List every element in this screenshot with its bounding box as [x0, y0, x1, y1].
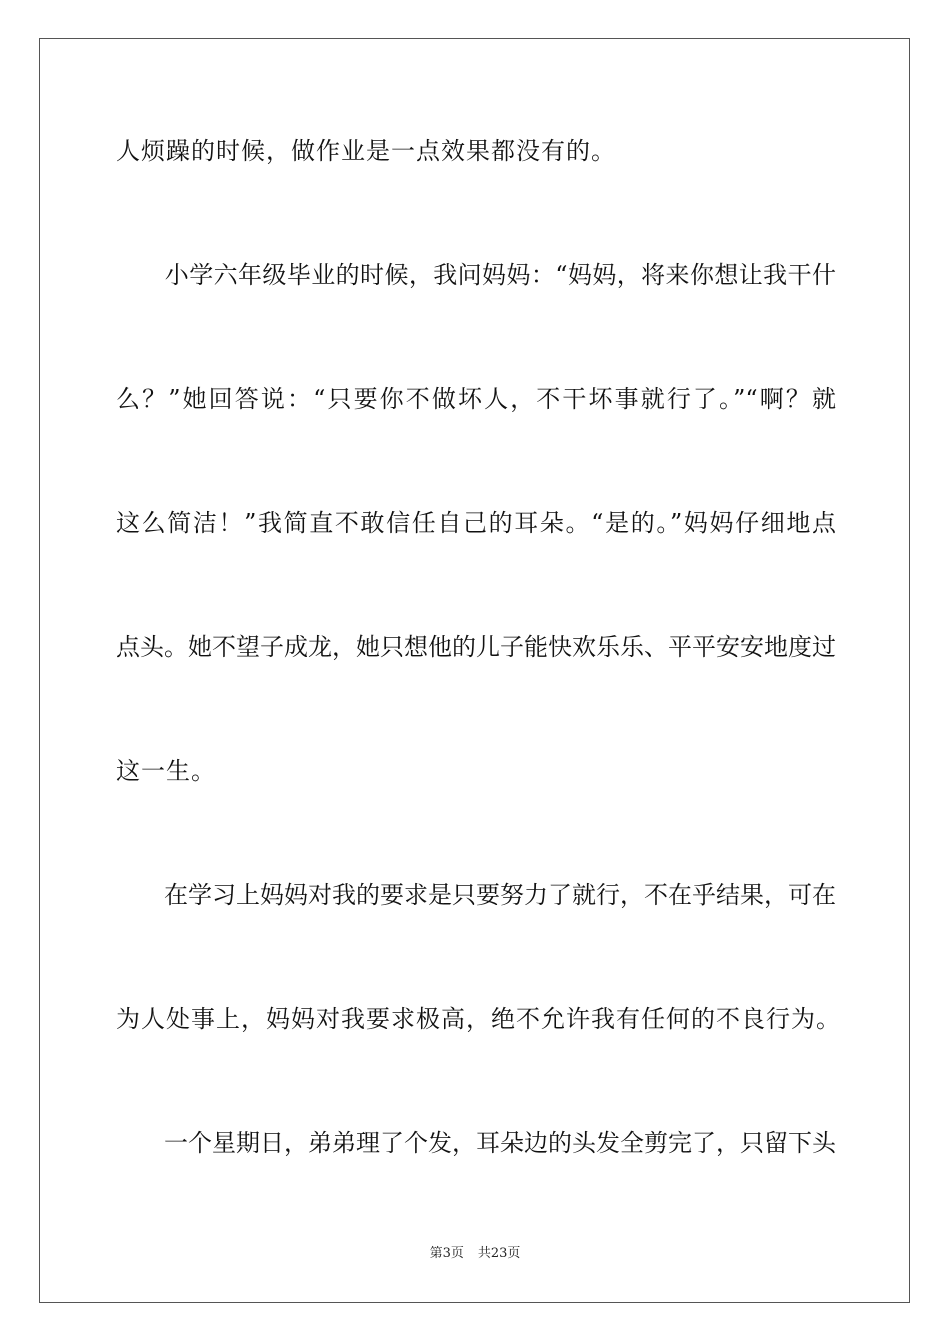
text-line-3: 么？”她回答说：“只要你不做坏人，不干坏事就行了。”“啊？就 — [116, 385, 836, 413]
page-border — [39, 38, 910, 1303]
text-line-8: 为人处事上，妈妈对我要求极高，绝不允许我有任何的不良行为。 — [116, 1005, 841, 1033]
text-line-1: 人烦躁的时候，做作业是一点效果都没有的。 — [116, 137, 616, 165]
page-total: 共23页 — [477, 1246, 521, 1261]
text-line-2: 小学六年级毕业的时候，我问妈妈：“妈妈，将来你想让我干什 — [116, 261, 836, 289]
text-line-9: 一个星期日，弟弟理了个发，耳朵边的头发全剪完了，只留下头 — [116, 1129, 836, 1157]
text-line-5: 点头。她不望子成龙，她只想他的儿子能快欢乐乐、平平安安地度过 — [116, 633, 836, 661]
page-footer — [0, 1245, 950, 1263]
text-line-4: 这么简洁！”我简直不敢信任自己的耳朵。“是的。”妈妈仔细地点 — [116, 509, 836, 537]
text-line-6: 这一生。 — [116, 757, 216, 785]
text-line-7: 在学习上妈妈对我的要求是只要努力了就行，不在乎结果，可在 — [116, 881, 836, 909]
page-number: 第3页 — [429, 1246, 464, 1261]
